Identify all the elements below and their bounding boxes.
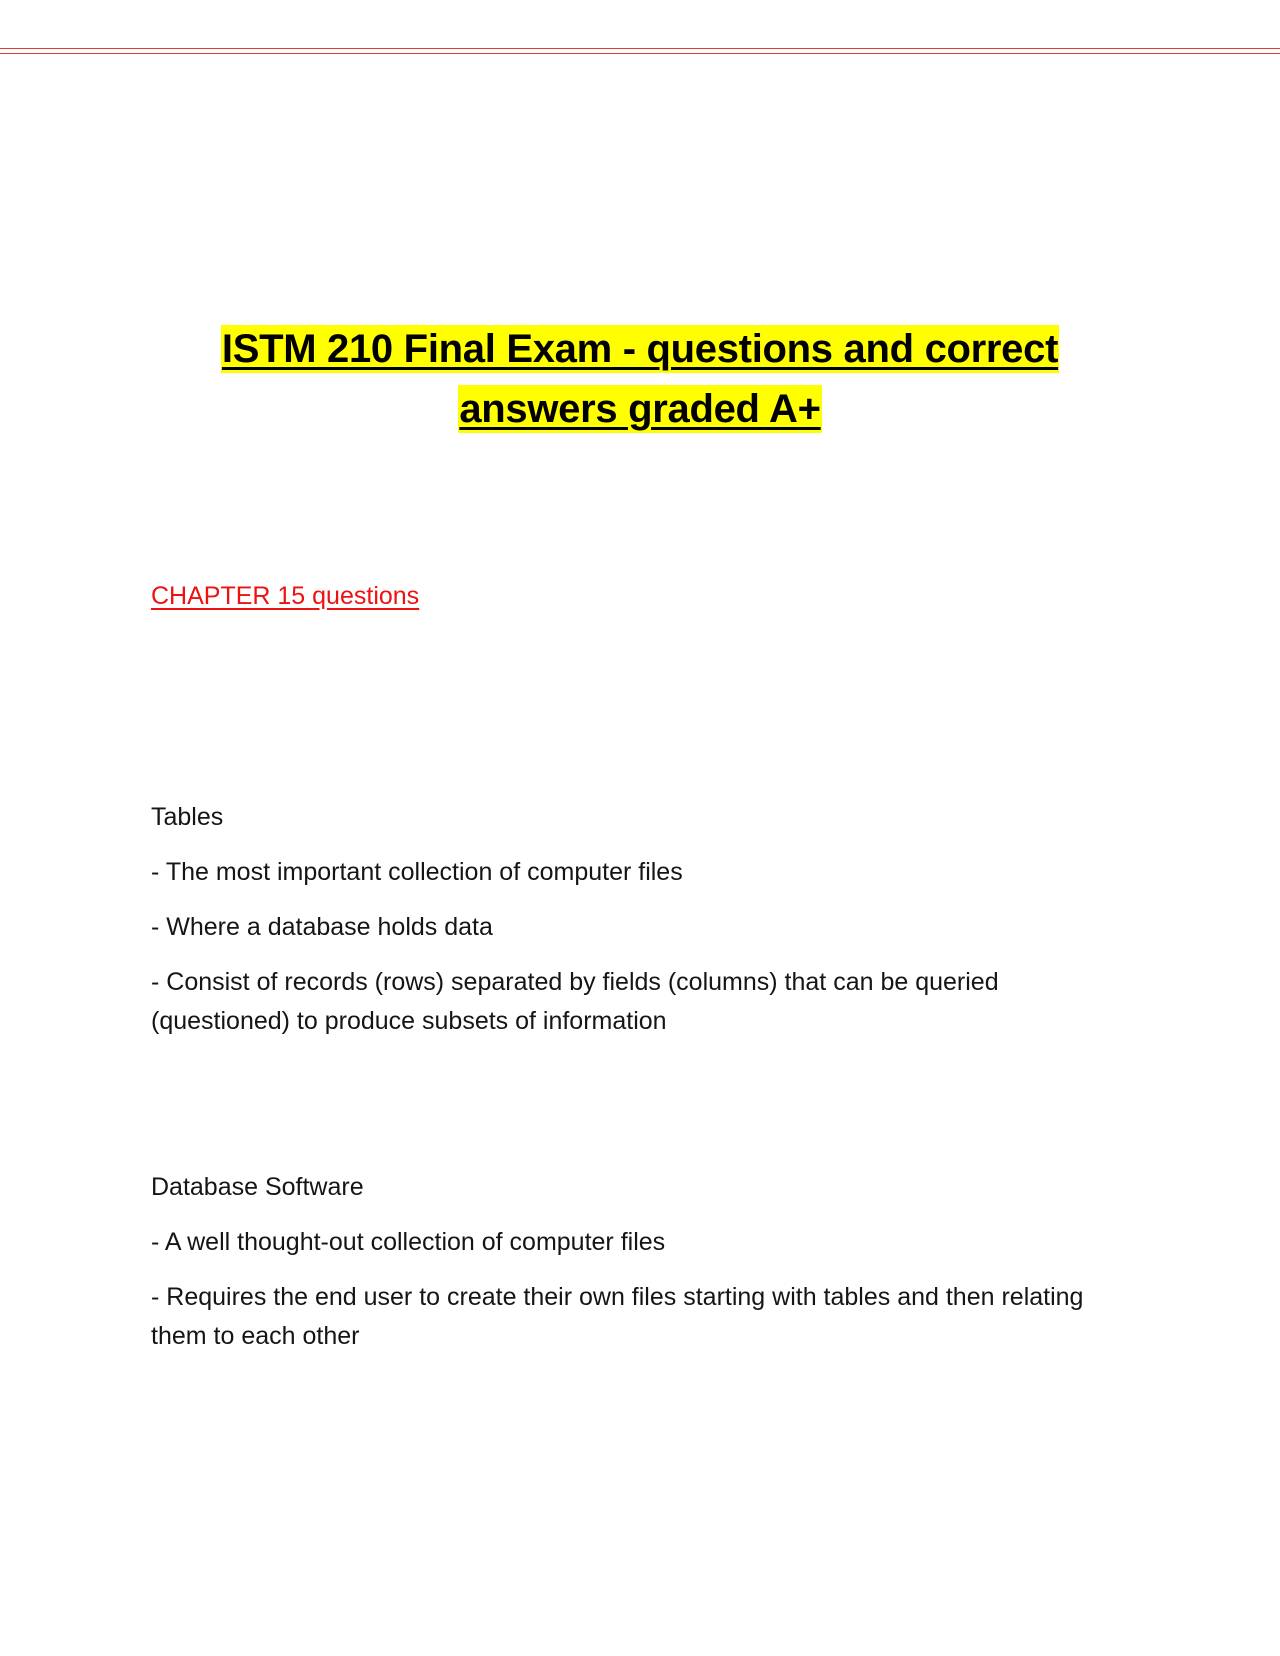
qa-entry-tables	[151, 798, 1091, 1057]
entry-point: - Where a database holds data	[151, 913, 493, 941]
title-line-2: answers graded A+	[459, 387, 821, 431]
header-rule	[0, 48, 1280, 54]
entry-point: - Requires the end user to create their own files starting with tables and then relating them to each other	[151, 1283, 1084, 1350]
entry-point: - The most important collection of computer files	[151, 858, 683, 886]
entry-term: Database Software	[151, 1173, 364, 1201]
entry-point: - A well thought-out collection of computer files	[151, 1228, 666, 1256]
title-line-1: ISTM 210 Final Exam - questions and correct	[221, 327, 1059, 371]
entry-term: Tables	[151, 803, 224, 831]
qa-entry-database-software	[151, 1168, 1091, 1372]
entry-point: - Consist of records (rows) separated by fields (columns) that can be queried (questioned) to produce subsets of information	[151, 968, 999, 1035]
document-title	[0, 325, 1280, 433]
chapter-heading: CHAPTER 15 questions	[151, 582, 420, 610]
